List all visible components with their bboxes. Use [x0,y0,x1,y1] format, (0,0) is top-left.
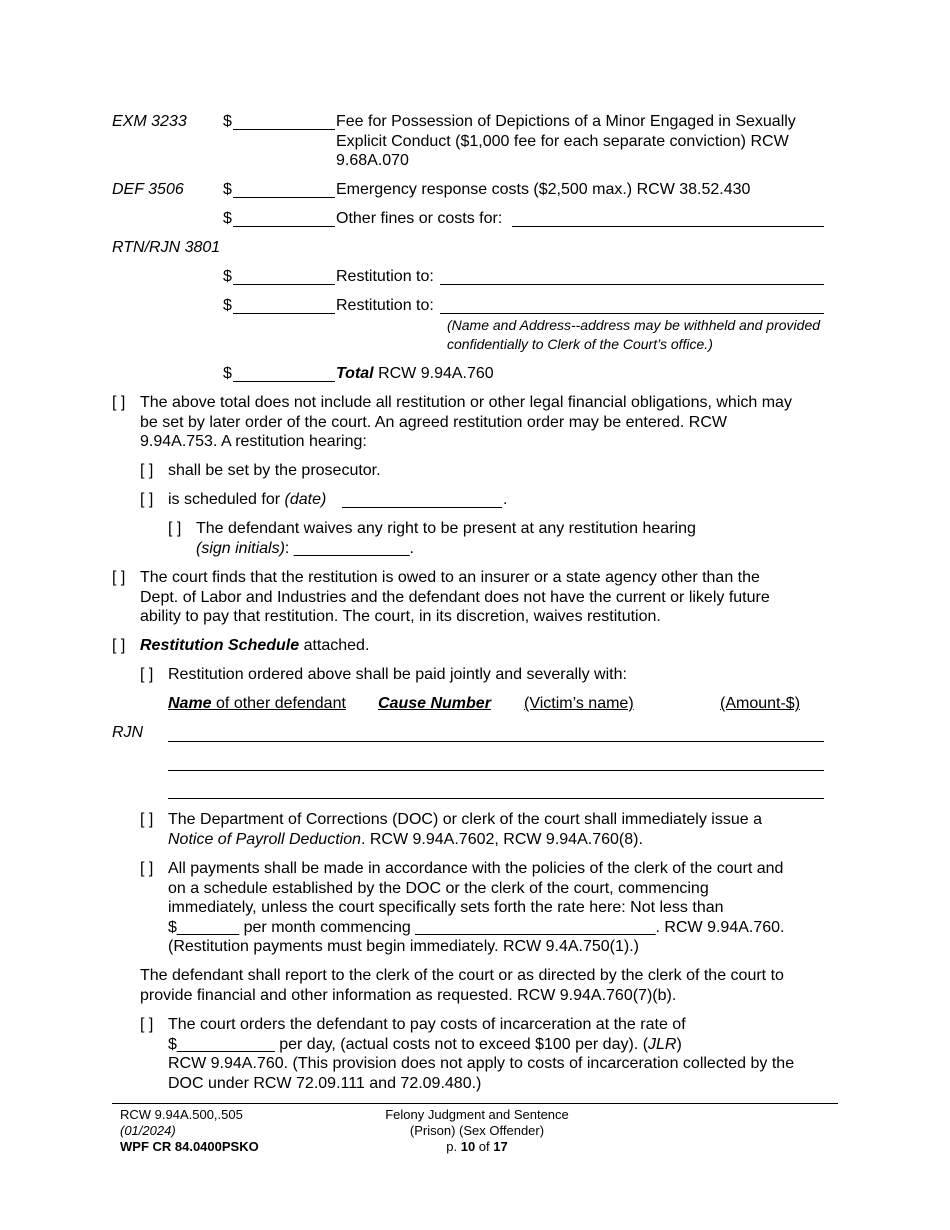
paren-close: ) [676,1035,682,1053]
col-name-rest: of other defendant [211,695,346,712]
dollar-sign: $ [223,113,232,130]
col-name-header [168,694,346,714]
jlr-code: JLR [648,1035,677,1053]
total-label [336,364,494,384]
hearing-prosecutor: shall be set by the prosecutor. [168,462,381,479]
def-amount-blank[interactable] [233,197,335,198]
restitution1-label: Restitution to: [336,268,434,285]
above-total-line2: be set by later order of the court. An agreed restitution order may be entered. RCW [140,413,727,431]
payments-line3: immediately, unless the court specifically sets forth the rate here: Not less than [168,899,724,916]
col-victim-header: (Victim’s name) [524,695,634,712]
above-total-line3: 9.94A.753. A restitution hearing: [140,433,367,450]
col-name-bold: Name [168,695,212,712]
page-of: of [475,1139,494,1154]
checkbox[interactable]: [ ] [140,462,154,479]
restitution-note-line2: confidentially to Clerk of the Court’s office.) [447,336,713,352]
hearing-date-label: (date) [284,491,327,508]
incarceration-line1: The court orders the defendant to pay costs of incarceration at the rate of [168,1016,686,1033]
dollar-sign: $ [223,210,232,227]
checkbox[interactable]: [ ] [112,569,126,586]
dollar-sign: $ [223,297,232,314]
hearing-scheduled [168,490,326,510]
restitution-note-line1: (Name and Address--address may be withheld and provided [447,317,821,333]
footer-date: (01/2024) [120,1123,176,1138]
checkbox[interactable]: [ ] [112,637,126,654]
schedule-row-blank[interactable] [168,798,824,799]
schedule-row-blank[interactable] [168,770,824,771]
checkbox[interactable]: [ ] [140,811,154,828]
insurer-line2: Dept. of Labor and Industries and the defendant does not have the current or likely future [140,588,770,606]
other-desc-blank[interactable] [512,226,824,227]
footer-divider [112,1103,838,1104]
incarceration-line2 [168,1035,682,1055]
page-total: 17 [493,1139,508,1154]
total-amount-blank[interactable] [233,381,335,382]
waive-line1: The defendant waives any right to be present at any restitution hearing [196,520,696,537]
report-line2: provide financial and other information as requested. RCW 9.94A.760(7)(b). [140,986,677,1004]
footer-form-number: WPF CR 84.0400PSKO [120,1139,259,1154]
insurer-line1: The court finds that the restitution is owed to an insurer or a state agency other than the [140,569,760,586]
restitution1-amount-blank[interactable] [233,284,335,285]
period: . [503,491,508,508]
checkbox[interactable]: [ ] [140,1016,154,1033]
schedule-title: Restitution Schedule [140,637,300,654]
exm-code: EXM 3233 [112,113,187,130]
initials-blank[interactable]: : _____________. [284,539,414,557]
doc-line2-tail: . RCW 9.94A.7602, RCW 9.94A.760(8). [360,830,643,848]
hearing-scheduled-text: is scheduled for [168,491,285,508]
schedule-row-blank[interactable] [168,741,824,742]
col-cause-header: Cause Number [378,695,491,712]
page-prefix: p. [446,1139,461,1154]
schedule-heading [140,636,369,656]
hearing-date-blank[interactable] [342,507,502,508]
above-total-line1: The above total does not include all restitution or other legal financial obligations, which may [140,394,792,411]
insurer-line3: ability to pay that restitution. The court, in its discretion, waives restitution. [140,608,661,625]
restitution1-name-blank[interactable] [440,284,824,285]
incarceration-rate: $___________ per day, (actual costs not to exceed $100 per day). ( [168,1035,649,1053]
rtn-code: RTN/RJN 3801 [112,239,221,256]
doc-line1: The Department of Corrections (DOC) or clerk of the court shall immediately issue a [168,811,762,828]
exm-desc-line2: Explicit Conduct ($1,000 fee for each separate conviction) RCW [336,132,789,150]
checkbox[interactable]: [ ] [112,394,126,411]
exm-desc-line3: 9.68A.070 [336,152,409,169]
payments-line2: on a schedule established by the DOC or the clerk of the court, commencing [168,879,709,897]
checkbox[interactable]: [ ] [140,860,154,877]
payments-line4: $_______ per month commencing ___________________________. RCW 9.94A.760. [168,918,785,936]
footer-page-number [377,1139,577,1155]
restitution2-label: Restitution to: [336,297,434,314]
payments-line1: All payments shall be made in accordance with the policies of the clerk of the court and [168,860,784,877]
other-desc: Other fines or costs for: [336,210,503,227]
doc-line2 [168,830,643,850]
def-code: DEF 3506 [112,181,184,198]
page-num: 10 [460,1139,476,1154]
restitution2-name-blank[interactable] [440,313,824,314]
dollar-sign: $ [223,181,232,198]
def-desc: Emergency response costs ($2,500 max.) RCW 38.52.430 [336,181,751,198]
payments-line5: (Restitution payments must begin immediately. RCW 9.4A.750(1).) [168,938,639,955]
incarceration-line3: RCW 9.94A.760. (This provision does not apply to costs of incarceration collected by the [168,1055,795,1072]
total-rcw: RCW 9.94A.760 [373,365,494,382]
exm-amount-blank[interactable] [233,129,335,130]
payroll-notice: Notice of Payroll Deduction [168,830,361,848]
total-word: Total [336,365,374,382]
checkbox[interactable]: [ ] [140,666,154,683]
dollar-sign: $ [223,268,232,285]
exm-desc-line1: Fee for Possession of Depictions of a Minor Engaged in Sexually [336,113,796,130]
checkbox[interactable]: [ ] [140,491,154,508]
restitution2-amount-blank[interactable] [233,313,335,314]
footer-title2: (Prison) (Sex Offender) [409,1123,545,1138]
checkbox[interactable]: [ ] [168,520,182,537]
waive-line2 [196,539,414,559]
dollar-sign: $ [223,365,232,382]
jointly-text: Restitution ordered above shall be paid jointly and severally with: [168,666,627,683]
sign-initials-label: (sign initials) [196,539,285,557]
report-line1: The defendant shall report to the clerk of the court or as directed by the clerk of the court to [140,967,784,984]
incarceration-line4: DOC under RCW 72.09.111 and 72.09.480.) [168,1074,482,1092]
other-amount-blank[interactable] [233,226,335,227]
col-amount-header: (Amount-$) [720,695,801,712]
footer-title1: Felony Judgment and Sentence [385,1107,569,1122]
footer-rcw: RCW 9.94A.500,.505 [120,1107,243,1122]
rjn-code: RJN [112,724,144,741]
schedule-attached: attached. [299,637,370,654]
